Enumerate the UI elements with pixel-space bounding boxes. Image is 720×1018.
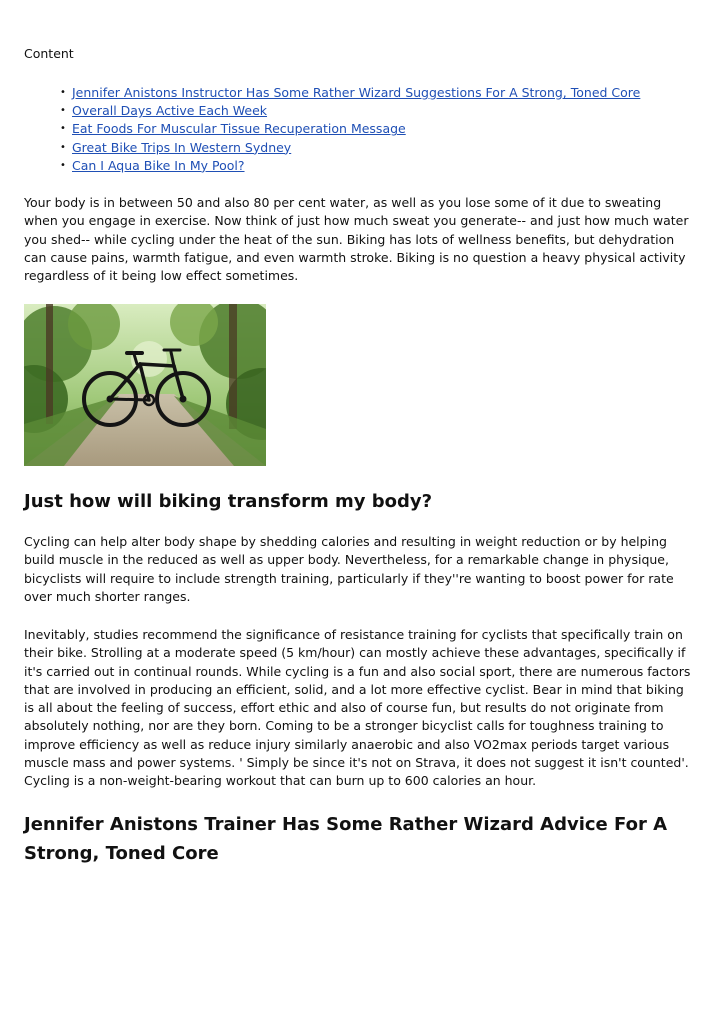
bullet-icon: • (60, 123, 66, 135)
toc-link[interactable]: Eat Foods For Muscular Tissue Recuperation Message (72, 121, 406, 137)
intro-paragraph: Your body is in between 50 and also 80 per cent water, as well as you lose some of it due to sweating when you engage in exercise. Now think of just how much sweat you generate-- and just how much water you shed-- while cycling under the heat of the sun. Biking has lots of wellness benefits, but dehydration can cause pains, warmth fatigue, and even warmth stroke. Biking is no question a heavy physical activity regardless of it being low effect sometimes. (24, 195, 689, 284)
toc-item (60, 139, 640, 157)
section-heading-trainer-advice: Jennifer Anistons Trainer Has Some Rather Wizard Advice For A Strong, Toned Core (24, 814, 668, 864)
bike-photo (24, 304, 266, 466)
toc-item (60, 157, 640, 175)
table-of-contents (60, 84, 640, 175)
toc-link[interactable]: Overall Days Active Each Week (72, 103, 268, 119)
toc-item (60, 120, 640, 138)
toc-item (60, 102, 640, 120)
section1-paragraph-1: Cycling can help alter body shape by shedding calories and resulting in weight reduction or by helping build muscle in the reduced as well as upper body. Nevertheless, for a remarkable change in physique, bicyclists will require to include strength training, particularly if they''re wanting to boost power for rate over much shorter ranges. (24, 534, 674, 604)
bicycle-on-forest-path-image (24, 304, 266, 466)
section1-paragraph-2: Inevitably, studies recommend the significance of resistance training for cyclists that specifically train on their bike. Strolling at a moderate speed (5 km/hour) can mostly achieve these advantages, specifically if it's carried out in continual rounds. While cycling is a fun and also social sport, there are numerous factors that are involved in producing an efficient, solid, and a lot more effective cyclist. Bear in mind that biking is all about the feeling of success, effort ethic and also of course fun, but results do not originate from absolutely nothing, nor are they born. Coming to be a stronger bicyclist calls for toughness training to improve efficiency as well as reduce injury similarly anaerobic and also VO2max periods target various muscle mass and power systems. ' Simply be since it's not on Strava, it does not suggest it isn't counted'. Cycling is a non-weight-bearing workout that can burn up to 600 calories an hour. (24, 627, 691, 789)
toc-link[interactable]: Great Bike Trips In Western Sydney (72, 139, 292, 155)
bullet-icon: • (60, 87, 66, 98)
bullet-icon: • (60, 159, 66, 171)
toc-heading: Content (24, 46, 74, 61)
toc-item (60, 84, 640, 102)
bullet-icon: • (60, 105, 66, 117)
toc-link[interactable]: Jennifer Anistons Instructor Has Some Rather Wizard Suggestions For A Strong, Toned Core (72, 85, 641, 100)
bullet-icon: • (60, 141, 66, 153)
toc-link[interactable]: Can I Aqua Bike In My Pool? (72, 157, 245, 173)
section-heading-biking-transform: Just how will biking transform my body? (24, 491, 433, 512)
